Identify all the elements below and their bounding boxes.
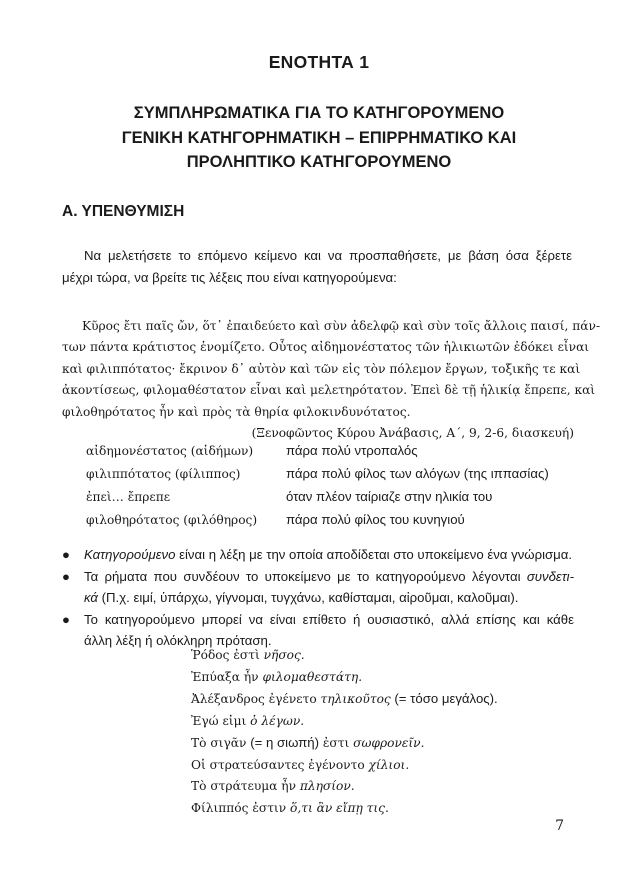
example-text: Τὸ σιγᾶν	[191, 736, 251, 750]
glossary	[86, 444, 586, 536]
example-predicate: ὅ,τι ἂν εἴπῃ τις.	[290, 800, 389, 815]
example-text: Οἱ στρατεύσαντες ἐγένοντο	[191, 757, 369, 772]
examples-list	[191, 645, 498, 819]
glossary-row	[86, 467, 586, 490]
example-gloss: (= η σιωπή)	[250, 735, 320, 750]
bullet-dot-icon: ●	[62, 568, 70, 584]
example-line	[191, 645, 498, 667]
bullet-dot-icon: ●	[62, 611, 70, 627]
example-predicate: σωφρονεῖν.	[353, 736, 425, 750]
example-predicate: ὁ λέγων.	[250, 713, 305, 728]
bullet-text: είναι η λέξη με την οποία αποδίδεται στο υποκείμενο ένα γνώρισμα.	[175, 547, 573, 562]
main-title-line: ΓΕΝΙΚΗ ΚΑΤΗΓΟΡΗΜΑΤΙΚΗ – ΕΠΙΡΡΗΜΑΤΙΚΟ ΚΑΙ	[121, 128, 517, 147]
page-number: 7	[555, 818, 564, 834]
bullet-item	[62, 566, 574, 609]
passage-line: των πάντα κράτιστος ἐνομίζετο. Οὗτος αἰδημονέστατος τῶν ἡλικιωτῶν ἐδόκει εἶναι	[62, 340, 590, 355]
intro-paragraph	[62, 245, 572, 289]
example-text: Ἀλέξανδρος ἐγένετο	[191, 692, 321, 706]
bullet-item	[62, 544, 574, 566]
example-text: Φίλιππός ἐστιν	[191, 800, 290, 815]
main-title	[0, 101, 638, 175]
example-predicate: πλησίον.	[299, 779, 355, 793]
passage-line: Κῦρος ἔτι παῖς ὤν, ὅτ᾽ ἐπαιδεύετο καὶ σὺν ἀδελφῷ καὶ σὺν τοῖς ἄλλοις παισί, πάν-	[82, 319, 601, 333]
glossary-definition: πάρα πολύ ντροπαλός	[286, 443, 418, 458]
glossary-term: αἰδημονέστατος (αἰδήμων)	[86, 444, 254, 458]
bullet-text: Τα ρήματα που συνδέουν το υποκείμενο με το κατηγορούμενο λέγονται	[84, 568, 527, 584]
example-gloss: (= τόσο μεγάλος).	[390, 691, 498, 706]
bullet-line: Το κατηγορούμενο μπορεί να είναι επίθετο ή ουσιαστικό, αλλά επίσης και κάθε	[84, 611, 574, 627]
example-line	[191, 711, 498, 733]
intro-line: Να μελετήσετε το επόμενο κείμενο και να προσπαθήσετε, με βάση όσα ξέρετε	[84, 248, 572, 263]
example-text: Τὸ στράτευμα ἦν	[191, 779, 300, 793]
example-line	[191, 755, 498, 777]
glossary-definition: πάρα πολύ φίλος του κυνηγιού	[286, 512, 465, 527]
example-text: ἐστι	[319, 736, 354, 750]
main-title-line: ΠΡΟΛΗΠΤΙΚΟ ΚΑΤΗΓΟΡΟΥΜΕΝΟ	[186, 153, 452, 171]
example-line	[191, 688, 498, 711]
bullet-line	[84, 587, 574, 609]
passage-line: φιλοθηρότατος ἦν καὶ πρὸς τὰ θηρία φιλοκινδυνότατος.	[62, 404, 411, 419]
term-italic: κά	[84, 590, 98, 605]
example-text: Ἐπύαξα ἦν	[191, 669, 263, 684]
term-italic: Κατηγορούμενο	[84, 547, 176, 562]
bullet-line	[84, 566, 574, 588]
glossary-row	[86, 444, 586, 467]
example-line	[191, 776, 498, 798]
bullet-dot-icon: ●	[62, 547, 70, 562]
intro-line: μέχρι τώρα, να βρείτε τις λέξεις που είναι κατηγορούμενα:	[62, 270, 397, 285]
section-heading: Α. ΥΠΕΝΘΥΜΙΣΗ	[62, 203, 185, 220]
glossary-definition: όταν πλέον ταίριαζε στην ηλικία του	[286, 489, 493, 504]
glossary-row	[86, 513, 586, 536]
ancient-passage	[62, 316, 601, 444]
passage-source: (Ξενοφῶντος Κύρου Ἀνάβασις, Α΄, 9, 2-6, διασκευή)	[251, 426, 574, 441]
bullet-text: (Π.χ. ειμί, ὑπάρχω, γίγνομαι, τυγχάνω, καθίσταμαι, αἱροῦμαι, καλοῦμαι).	[97, 590, 519, 605]
passage-line: καὶ φιλιππότατος· ἔκρινον δ᾽ αὐτὸν καὶ τῶν εἰς τὸν πόλεμον ἔργων, τοξικῆς τε καὶ	[62, 361, 581, 376]
example-line	[191, 667, 498, 689]
unit-title: ΕΝΟΤΗΤΑ 1	[268, 52, 370, 72]
example-text: Ῥόδος ἐστὶ	[191, 648, 264, 662]
example-predicate: νῆσος.	[263, 648, 305, 662]
glossary-term: φιλιππότατος (φίλιππος)	[86, 467, 241, 481]
example-predicate: τηλικοῦτος	[320, 692, 391, 706]
example-text: Ἐγώ εἰμι	[191, 713, 251, 728]
glossary-term: ἐπεὶ… ἔπρεπε	[86, 490, 171, 504]
term-italic: συνδετι-	[526, 568, 574, 584]
glossary-definition: πάρα πολύ φίλος των αλόγων (της ιππασίας)	[286, 466, 549, 481]
glossary-term: φιλοθηρότατος (φιλόθηρος)	[86, 513, 258, 527]
bullet-list	[62, 544, 574, 652]
example-predicate: φιλομαθεστάτη.	[262, 669, 363, 684]
main-title-line: ΣΥΜΠΛΗΡΩΜΑΤΙΚΑ ΓΙΑ ΤΟ ΚΑΤΗΓΟΡΟΥΜΕΝΟ	[133, 104, 505, 122]
bullet-line: άλλη λέξη ή ολόκληρη πρόταση.	[84, 633, 272, 648]
example-line	[191, 732, 498, 755]
glossary-row	[86, 490, 586, 513]
example-predicate: χίλιοι.	[368, 757, 410, 772]
passage-line: ἀκοντίσεως, φιλομαθέστατον εἶναι καὶ μελετηρότατον. Ἐπεὶ δὲ τῇ ἡλικίᾳ ἔπρεπε, καὶ	[62, 383, 596, 398]
example-line	[191, 798, 498, 820]
